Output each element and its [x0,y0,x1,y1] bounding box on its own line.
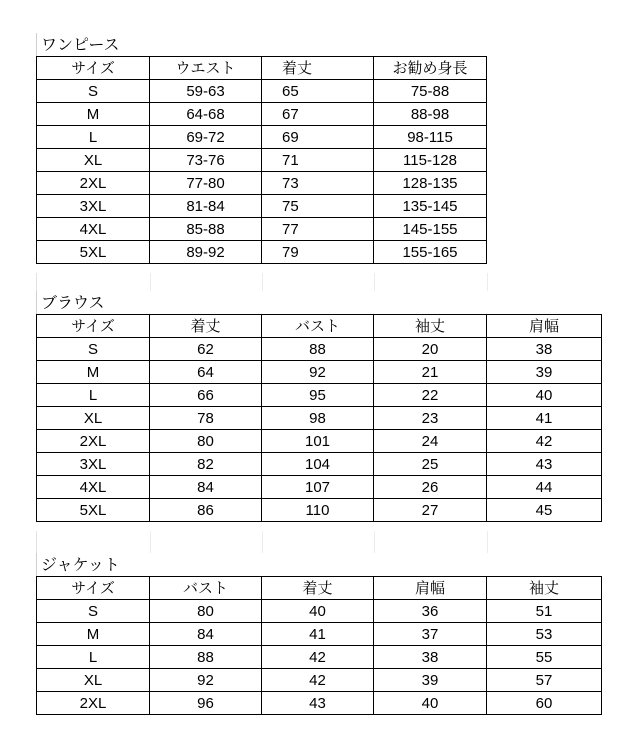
table-cell: 135-145 [374,195,487,218]
header-cell: 着丈 [262,577,374,600]
table-header-row [37,577,602,600]
table-cell: 22 [374,384,487,407]
table-cell: 75-88 [374,80,487,103]
table-cell: 64-68 [150,103,262,126]
table-cell: S [37,338,150,361]
table-cell: 38 [374,646,487,669]
table-row [37,646,602,669]
table-cell: XL [37,407,150,430]
table-cell: 53 [487,623,602,646]
table-cell: 81-84 [150,195,262,218]
table-cell: 84 [150,476,262,499]
table-cell: XL [37,149,150,172]
table-row [37,384,602,407]
table-cell: 66 [150,384,262,407]
table-row [37,218,487,241]
table-row [37,407,602,430]
table-cell: 78 [150,407,262,430]
table-cell: 39 [374,669,487,692]
header-cell: 肩幅 [487,315,602,338]
table-row [37,499,602,522]
table-row [37,172,487,195]
blouse-section [36,291,602,522]
table-cell: 55 [487,646,602,669]
table-cell: 42 [487,430,602,453]
table-cell: S [37,80,150,103]
table-cell: 71 [262,149,374,172]
table-cell: 80 [150,430,262,453]
table-cell: 128-135 [374,172,487,195]
jacket-title: ジャケット [36,553,602,576]
table-header-row [37,315,602,338]
table-row [37,430,602,453]
table-row [37,476,602,499]
table-cell: 40 [374,692,487,715]
table-cell: 95 [262,384,374,407]
table-cell: 4XL [37,476,150,499]
table-cell: 59-63 [150,80,262,103]
header-cell: 着丈 [262,57,374,80]
table-cell: 2XL [37,172,150,195]
onepiece-size-table [36,56,487,264]
table-cell: 110 [262,499,374,522]
table-cell: 92 [150,669,262,692]
table-cell: 3XL [37,453,150,476]
table-cell: 86 [150,499,262,522]
table-cell: 43 [487,453,602,476]
table-cell: 42 [262,669,374,692]
table-cell: 43 [262,692,374,715]
table-cell: M [37,361,150,384]
table-cell: 107 [262,476,374,499]
table-cell: 37 [374,623,487,646]
table-cell: L [37,646,150,669]
table-cell: 4XL [37,218,150,241]
table-row [37,623,602,646]
table-row [37,669,602,692]
table-cell: L [37,384,150,407]
table-cell: 21 [374,361,487,384]
table-row [37,241,487,264]
table-cell: 5XL [37,499,150,522]
table-cell: 92 [262,361,374,384]
onepiece-section [36,33,487,264]
table-cell: 5XL [37,241,150,264]
table-cell: 88 [262,338,374,361]
table-cell: 64 [150,361,262,384]
table-cell: 88-98 [374,103,487,126]
table-cell: 73-76 [150,149,262,172]
table-cell: 96 [150,692,262,715]
table-cell: 88 [150,646,262,669]
table-cell: 85-88 [150,218,262,241]
table-cell: 155-165 [374,241,487,264]
table-cell: 41 [262,623,374,646]
blouse-title: ブラウス [36,291,602,314]
table-cell: 98-115 [374,126,487,149]
jacket-section [36,553,602,715]
header-cell: ウエスト [150,57,262,80]
table-row [37,692,602,715]
table-cell: 2XL [37,692,150,715]
table-row [37,195,487,218]
table-cell: 42 [262,646,374,669]
header-cell: サイズ [37,577,150,600]
table-cell: M [37,623,150,646]
header-cell: 着丈 [150,315,262,338]
header-cell: お勧め身長 [374,57,487,80]
table-cell: XL [37,669,150,692]
table-cell: 82 [150,453,262,476]
header-cell: サイズ [37,57,150,80]
table-cell: 26 [374,476,487,499]
table-cell: 84 [150,623,262,646]
table-cell: 60 [487,692,602,715]
header-cell: サイズ [37,315,150,338]
header-cell: バスト [150,577,262,600]
table-row [37,149,487,172]
table-row [37,126,487,149]
header-cell: バスト [262,315,374,338]
table-cell: 62 [150,338,262,361]
table-cell: 101 [262,430,374,453]
table-cell: 24 [374,430,487,453]
table-row [37,80,487,103]
table-cell: 38 [487,338,602,361]
blouse-size-table [36,314,602,522]
table-cell: 104 [262,453,374,476]
table-cell: 79 [262,241,374,264]
table-cell: 98 [262,407,374,430]
table-row [37,600,602,623]
table-cell: 67 [262,103,374,126]
table-row [37,361,602,384]
table-cell: M [37,103,150,126]
table-cell: 89-92 [150,241,262,264]
table-cell: 41 [487,407,602,430]
header-cell: 袖丈 [487,577,602,600]
jacket-size-table [36,576,602,715]
table-row [37,103,487,126]
table-cell: S [37,600,150,623]
table-cell: 65 [262,80,374,103]
table-cell: 40 [262,600,374,623]
blank-spreadsheet-row [36,273,602,291]
onepiece-title: ワンピース [36,33,487,56]
table-cell: 51 [487,600,602,623]
table-cell: 44 [487,476,602,499]
table-cell: 57 [487,669,602,692]
table-cell: 145-155 [374,218,487,241]
table-cell: 2XL [37,430,150,453]
header-cell: 肩幅 [374,577,487,600]
table-cell: 77-80 [150,172,262,195]
table-header-row [37,57,487,80]
table-row [37,453,602,476]
table-cell: 39 [487,361,602,384]
blank-spreadsheet-row [36,531,602,553]
table-cell: 40 [487,384,602,407]
table-cell: 3XL [37,195,150,218]
table-cell: 36 [374,600,487,623]
table-cell: 25 [374,453,487,476]
table-cell: 73 [262,172,374,195]
table-cell: 69 [262,126,374,149]
table-cell: 75 [262,195,374,218]
table-cell: 45 [487,499,602,522]
table-cell: 77 [262,218,374,241]
table-cell: 69-72 [150,126,262,149]
table-cell: 20 [374,338,487,361]
table-cell: 80 [150,600,262,623]
table-row [37,338,602,361]
table-cell: 27 [374,499,487,522]
table-cell: L [37,126,150,149]
table-cell: 115-128 [374,149,487,172]
header-cell: 袖丈 [374,315,487,338]
table-cell: 23 [374,407,487,430]
